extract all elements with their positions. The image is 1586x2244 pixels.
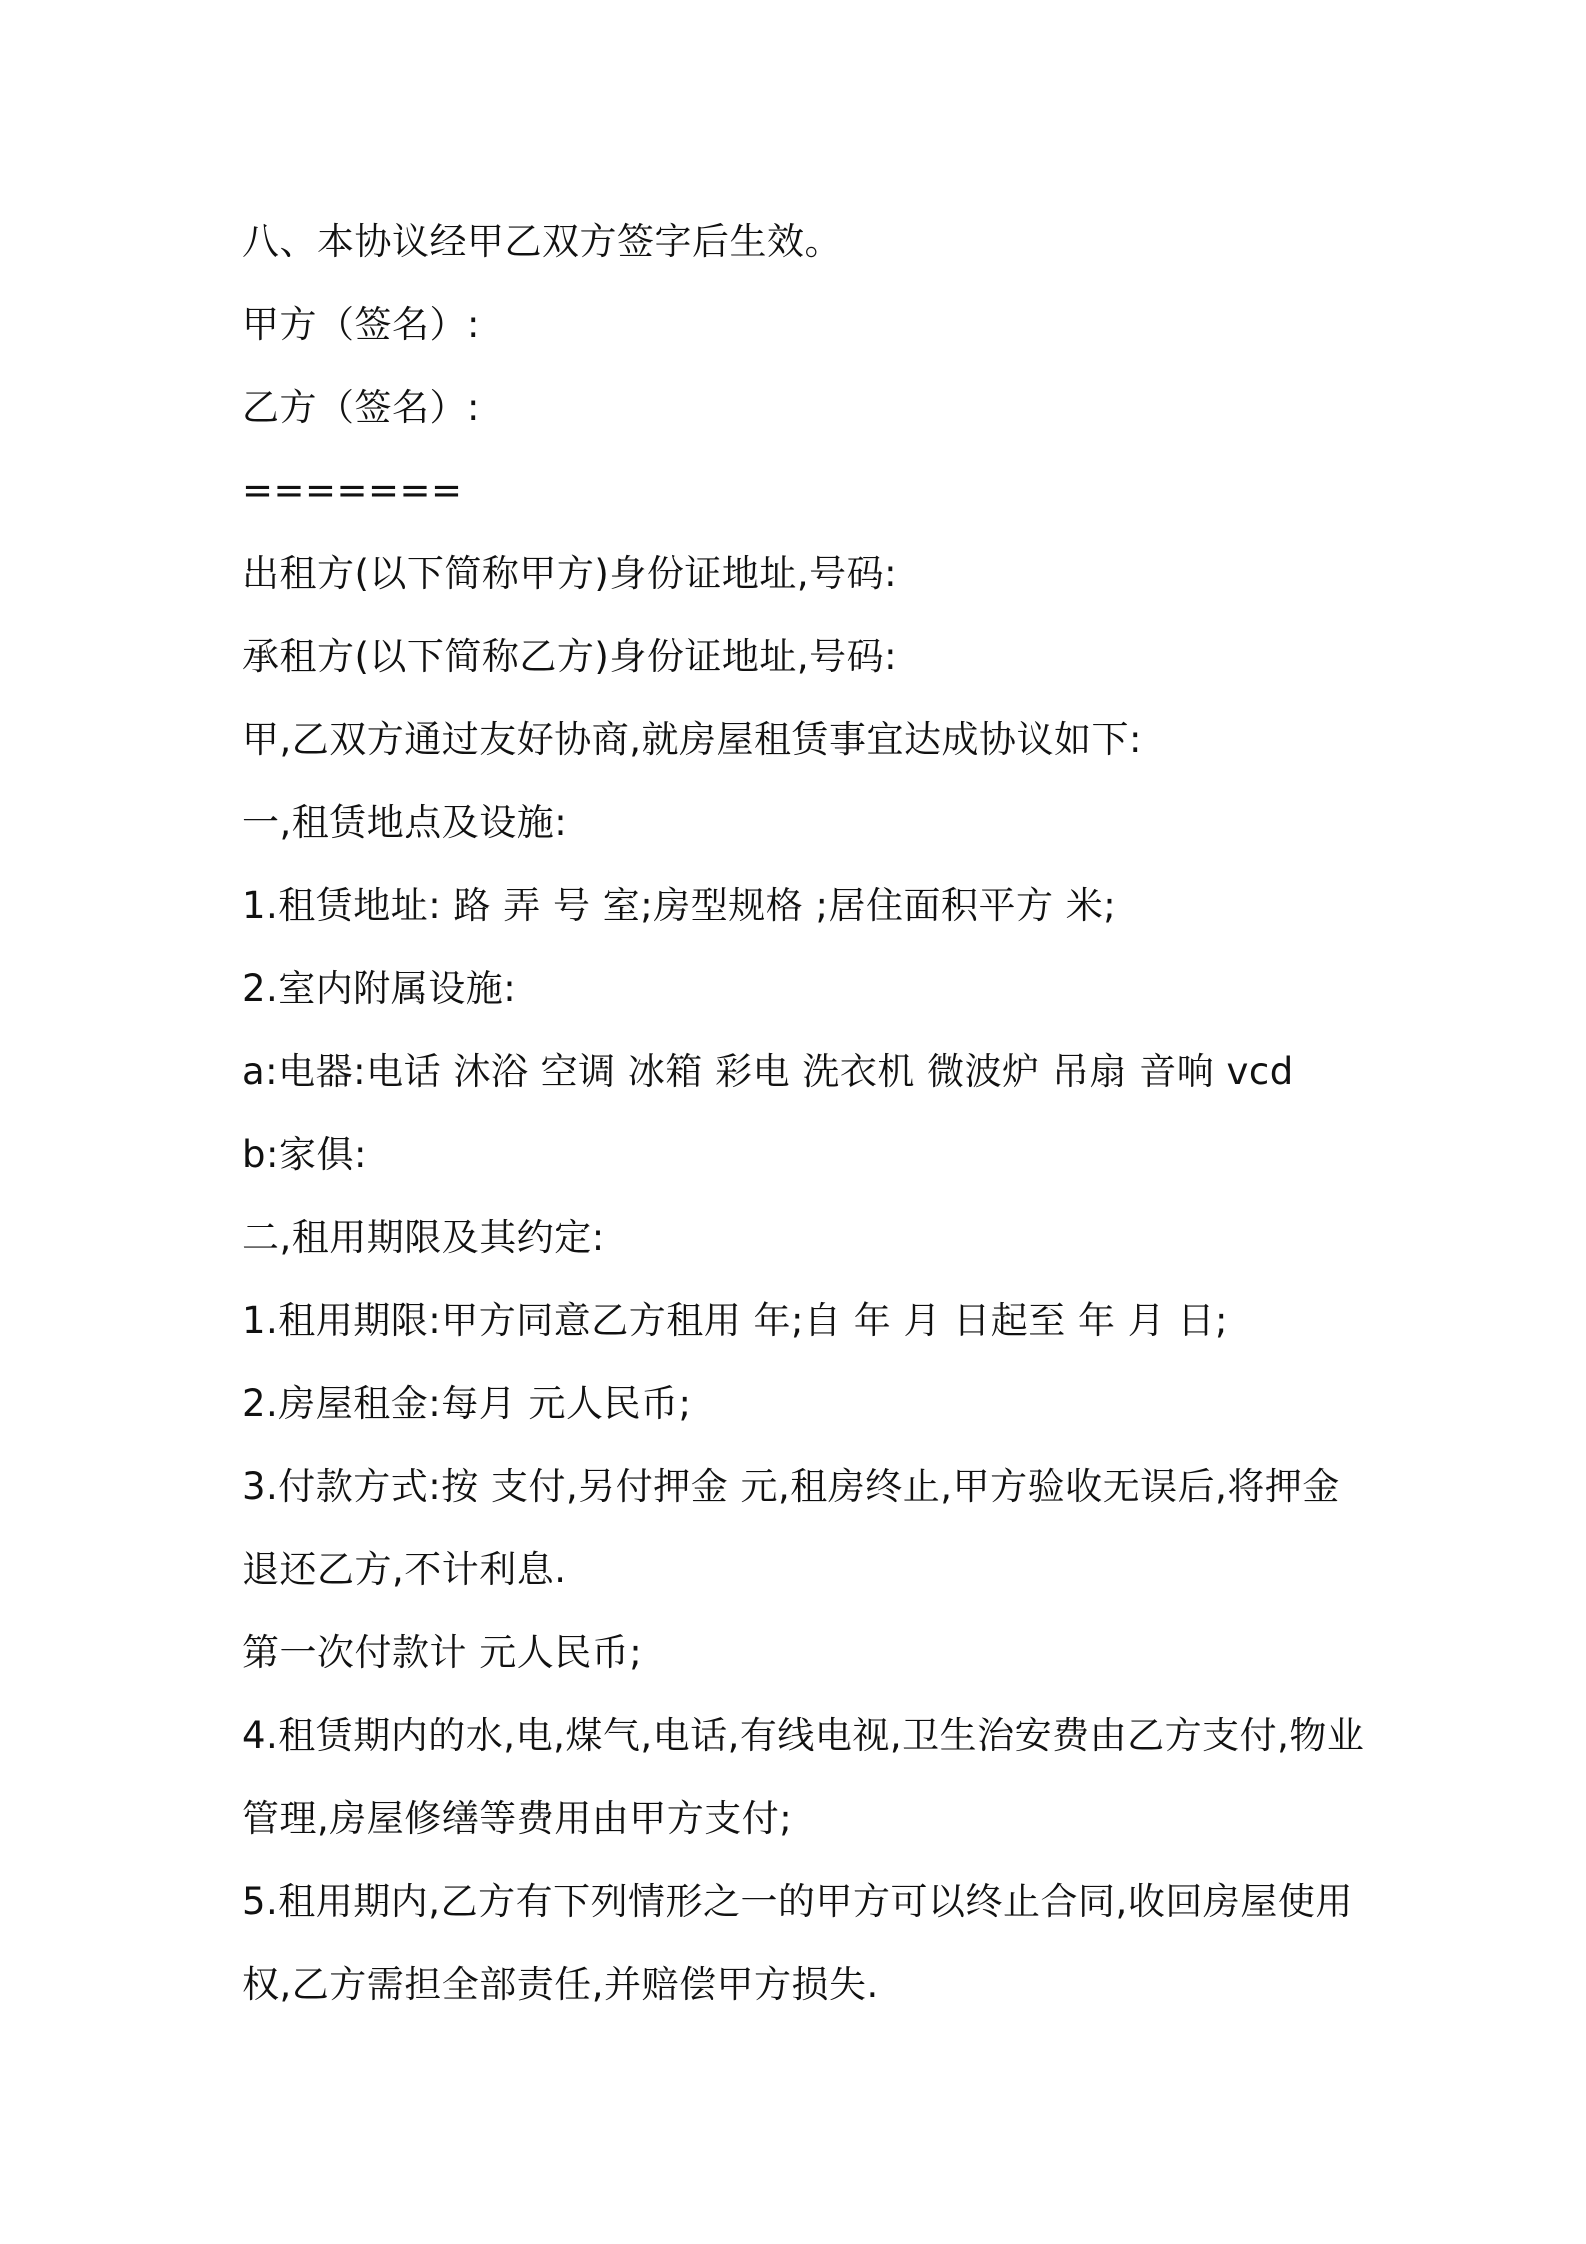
document-body	[242, 200, 1365, 2026]
section-separator: =======	[242, 469, 463, 512]
clause-2-4-utilities: 4.租赁期内的水,电,煤气,电话,有线电视,卫生治安费由乙方支付,物业	[242, 1714, 1365, 1757]
section-2-heading: 二,租用期限及其约定:	[242, 1216, 605, 1259]
clause-2-1-term: 1.租用期限:甲方同意乙方租用 年;自 年 月 日起至 年 月 日;	[242, 1299, 1229, 1342]
lessee-info-line: 承租方(以下简称乙方)身份证地址,号码:	[242, 635, 898, 678]
lessor-info-line: 出租方(以下简称甲方)身份证地址,号码:	[242, 552, 898, 595]
clause-1-2-facilities: 2.室内附属设施:	[242, 967, 517, 1010]
clause-2-5-termination: 5.租用期内,乙方有下列情形之一的甲方可以终止合同,收回房屋使用	[242, 1880, 1353, 1923]
party-b-signature-line: 乙方（签名）:	[242, 386, 480, 429]
clause-2-5-termination-cont: 权,乙方需担全部责任,并赔偿甲方损失.	[242, 1963, 879, 2006]
first-payment-line: 第一次付款计 元人民币;	[242, 1631, 643, 1674]
clause-2-4-utilities-cont: 管理,房屋修缮等费用由甲方支付;	[242, 1797, 793, 1840]
facilities-appliances: a:电器:电话 沐浴 空调 冰箱 彩电 洗衣机 微波炉 吊扇 音响 vcd	[242, 1050, 1294, 1093]
agreement-intro: 甲,乙双方通过友好协商,就房屋租赁事宜达成协议如下:	[242, 718, 1142, 761]
clause-2-3-payment-cont: 退还乙方,不计利息.	[242, 1548, 567, 1591]
clause-1-1-address: 1.租赁地址: 路 弄 号 室;房型规格 ;居住面积平方 米;	[242, 884, 1117, 927]
section-1-heading: 一,租赁地点及设施:	[242, 801, 568, 844]
clause-8-effective: 八、本协议经甲乙双方签字后生效。	[242, 220, 842, 263]
party-a-signature-line: 甲方（签名）:	[242, 303, 480, 346]
facilities-furniture: b:家俱:	[242, 1133, 367, 1176]
clause-2-2-rent: 2.房屋租金:每月 元人民币;	[242, 1382, 692, 1425]
clause-2-3-payment: 3.付款方式:按 支付,另付押金 元,租房终止,甲方验收无误后,将押金	[242, 1465, 1340, 1508]
